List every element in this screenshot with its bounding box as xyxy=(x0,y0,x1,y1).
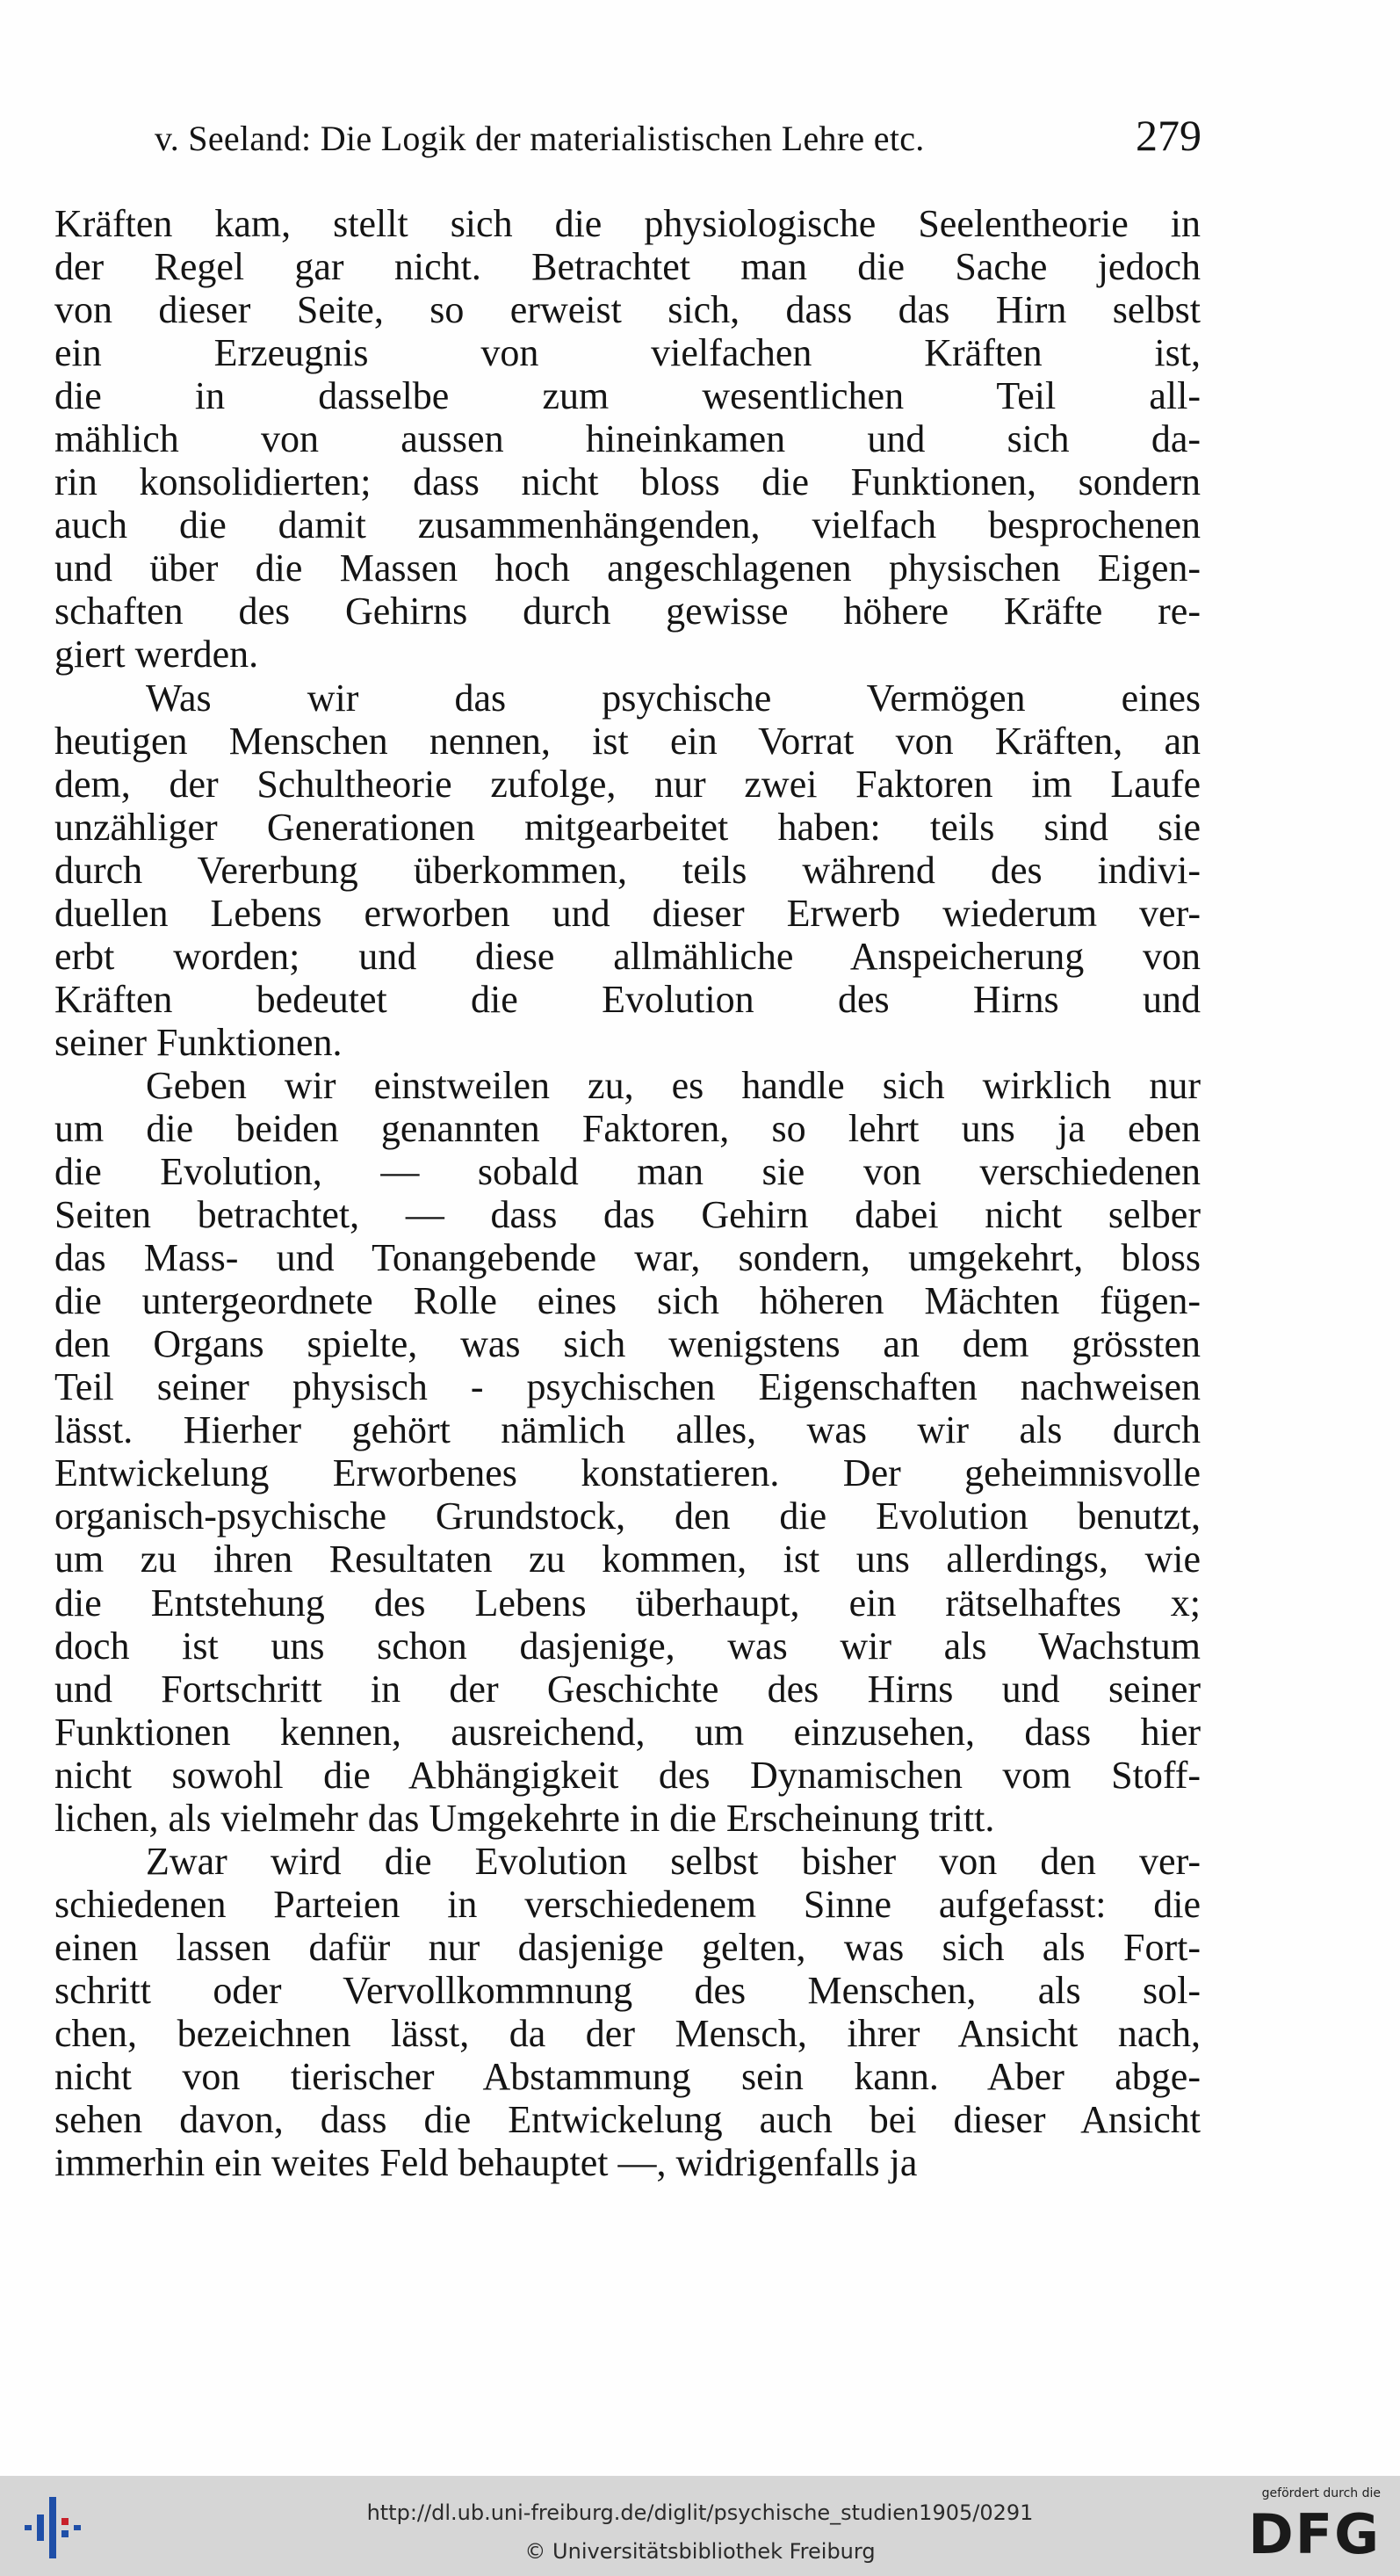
text-line: sehen davon, dass die Entwickelung auch bei dieser Ansicht xyxy=(54,2098,1201,2142)
text-line: nicht von tierischer Abstammung sein kann. Aber abge- xyxy=(54,2055,1201,2099)
text-line: lässt. Hierher gehört nämlich alles, was wir als durch xyxy=(54,1408,1201,1452)
text-line: chen, bezeichnen lässt, da der Mensch, ihrer Ansicht nach, xyxy=(54,2011,1201,2055)
text-line: rin konsolidierten; dass nicht bloss die Funktionen, sondern xyxy=(54,460,1201,504)
text-line: Geben wir einstweilen zu, es handle sich wirklich nur xyxy=(146,1063,1201,1107)
dfg-logo xyxy=(1226,2486,1381,2571)
text-line: die Entstehung des Lebens überhaupt, ein rätselhaftes x; xyxy=(54,1581,1201,1624)
text-line: die untergeordnete Rolle eines sich höheren Mächten fügen- xyxy=(54,1279,1201,1323)
text-line: nicht sowohl die Abhängigkeit des Dynamischen vom Stoff- xyxy=(54,1753,1201,1797)
text-line: der Regel gar nicht. Betrachtet man die Sache jedoch xyxy=(54,245,1201,289)
copyright-notice: © Universitätsbibliothek Freiburg xyxy=(524,2539,876,2564)
text-line: seiner Funktionen. xyxy=(54,1020,343,1064)
text-line: Seiten betrachtet, — dass das Gehirn dabei nicht selber xyxy=(54,1193,1201,1237)
text-line: um die beiden genannten Faktoren, so lehrt uns ja eben xyxy=(54,1106,1201,1150)
text-line: die Evolution, — sobald man sie von verschiedenen xyxy=(54,1150,1201,1194)
text-line: giert werden. xyxy=(54,633,259,677)
text-line: die in dasselbe zum wesentlichen Teil all- xyxy=(54,374,1201,418)
text-line: Teil seiner physisch - psychischen Eigenschaften nachweisen xyxy=(54,1365,1201,1409)
text-line: Kräften bedeutet die Evolution des Hirns und xyxy=(54,977,1201,1021)
text-line: Zwar wird die Evolution selbst bisher von den ver- xyxy=(146,1839,1201,1883)
text-line: von dieser Seite, so erweist sich, dass das Hirn selbst xyxy=(54,288,1201,332)
text-line: den Organs spielte, was sich wenigstens an dem grössten xyxy=(54,1322,1201,1366)
text-line: auch die damit zusammenhängenden, vielfach besprochenen xyxy=(54,503,1201,547)
text-line: schaften des Gehirns durch gewisse höhere Kräfte re- xyxy=(54,590,1201,633)
text-line: erbt worden; und diese allmähliche Anspeicherung von xyxy=(54,934,1201,978)
body-text xyxy=(54,202,1201,2184)
dfg-logo-mark: DFG xyxy=(1248,2502,1381,2566)
text-line: immerhin ein weites Feld behauptet —, widrigenfalls ja xyxy=(54,2141,918,2185)
text-line: doch ist uns schon dasjenige, was wir als Wachstum xyxy=(54,1624,1201,1668)
text-line: duellen Lebens erworben und dieser Erwerb wiederum ver- xyxy=(54,891,1201,935)
text-line: Funktionen kennen, ausreichend, um einzusehen, dass hier xyxy=(54,1710,1201,1754)
text-line: mählich von aussen hineinkamen und sich da- xyxy=(54,417,1201,461)
dfg-tagline: gefördert durch die xyxy=(1261,2486,1381,2500)
page-number: 279 xyxy=(1136,111,1202,160)
text-line: schiedenen Parteien in verschiedenem Sinne aufgefasst: die xyxy=(54,1882,1201,1926)
text-line: einen lassen dafür nur dasjenige gelten, was sich als Fort- xyxy=(54,1925,1201,1969)
footer-bar xyxy=(0,2476,1400,2576)
source-url[interactable]: http://dl.ub.uni-freiburg.de/diglit/psychische_studien1905/0291 xyxy=(366,2500,1034,2525)
text-line: Kräften kam, stellt sich die physiologische Seelentheorie in xyxy=(54,202,1201,245)
text-line: Entwickelung Erworbenes konstatieren. Der geheimnisvolle xyxy=(54,1451,1201,1495)
text-line: unzähliger Generationen mitgearbeitet haben: teils sind sie xyxy=(54,805,1201,849)
text-line: ein Erzeugnis von vielfachen Kräften ist, xyxy=(54,331,1201,375)
text-line: schritt oder Vervollkommnung des Menschen, als sol- xyxy=(54,1968,1201,2012)
text-line: durch Vererbung überkommen, teils während des indivi- xyxy=(54,848,1201,892)
text-line: und Fortschritt in der Geschichte des Hirns und seiner xyxy=(54,1667,1201,1711)
text-line: und über die Massen hoch angeschlagenen physischen Eigen- xyxy=(54,546,1201,590)
running-title: v. Seeland: Die Logik der materialistischen Lehre etc. xyxy=(155,119,925,158)
text-line: Was wir das psychische Vermögen eines xyxy=(146,676,1201,720)
text-line: organisch-psychische Grundstock, den die Evolution benutzt, xyxy=(54,1494,1201,1538)
text-line: dem, der Schultheorie zufolge, nur zwei Faktoren im Laufe xyxy=(54,762,1201,806)
text-line: das Mass- und Tonangebende war, sondern, umgekehrt, bloss xyxy=(54,1236,1201,1280)
text-line: um zu ihren Resultaten zu kommen, ist uns allerdings, wie xyxy=(54,1538,1201,1581)
text-line: heutigen Menschen nennen, ist ein Vorrat von Kräften, an xyxy=(54,719,1201,763)
text-line: lichen, als vielmehr das Umgekehrte in die Erscheinung tritt. xyxy=(54,1796,995,1840)
